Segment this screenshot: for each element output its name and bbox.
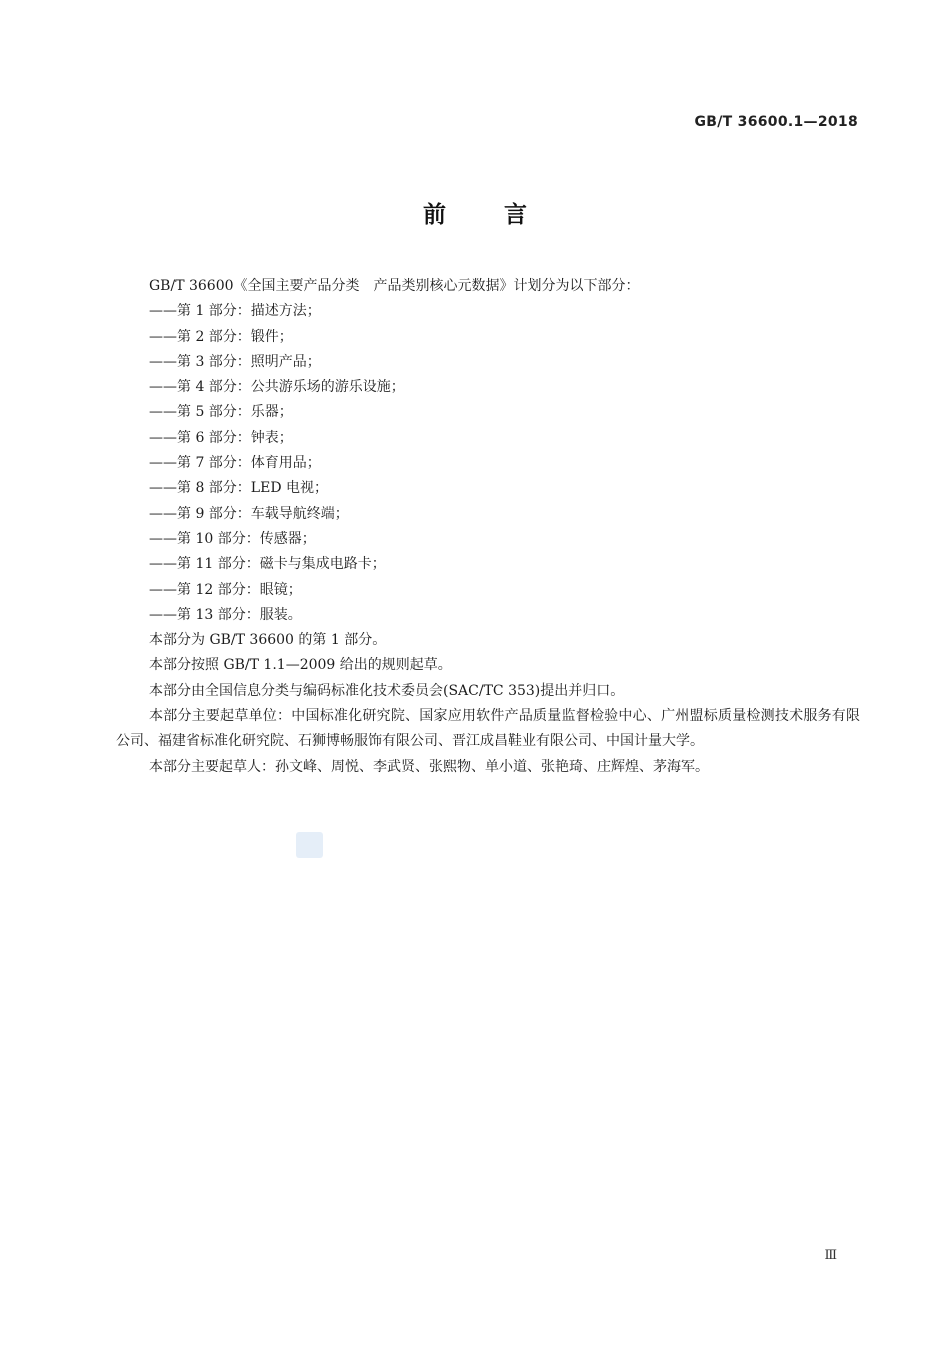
list-item: ——第 10 部分：传感器； bbox=[149, 530, 316, 547]
proposer-paragraph: 本部分由全国信息分类与编码标准化技术委员会(SAC/TC 353)提出并归口。 bbox=[149, 682, 625, 699]
list-item: ——第 4 部分：公共游乐场的游乐设施； bbox=[149, 379, 405, 396]
page-title: 前言 bbox=[423, 202, 585, 228]
list-item: ——第 7 部分：体育用品； bbox=[149, 455, 321, 472]
list-item: ——第 5 部分：乐器； bbox=[149, 404, 293, 421]
watermark-mark bbox=[296, 832, 323, 858]
part-statement-paragraph: 本部分为 GB/T 36600 的第 1 部分。 bbox=[149, 632, 387, 649]
page-number: Ⅲ bbox=[824, 1248, 837, 1263]
list-item: ——第 2 部分：锻件； bbox=[149, 328, 293, 345]
list-item: ——第 13 部分：服装。 bbox=[149, 606, 302, 623]
parts-list bbox=[116, 299, 860, 628]
drafting-rules-paragraph: 本部分按照 GB/T 1.1—2009 给出的规则起草。 bbox=[149, 657, 452, 674]
drafters-paragraph: 本部分主要起草人：孙文峰、周悦、李武贤、张熙物、单小道、张艳琦、庄辉煌、茅海军。 bbox=[149, 758, 709, 775]
standard-code-header: GB/T 36600.1—2018 bbox=[694, 114, 858, 130]
drafting-units-paragraph: 本部分主要起草单位：中国标准化研究院、国家应用软件产品质量监督检验中心、广州盟标质量检测技术服务有限公司、福建省标准化研究院、石狮博畅服饰有限公司、晋江成昌鞋业有限公司、中国计量大学。 bbox=[116, 708, 860, 750]
list-item: ——第 8 部分：LED 电视； bbox=[149, 480, 328, 497]
list-item: ——第 3 部分：照明产品； bbox=[149, 353, 321, 370]
list-item: ——第 12 部分：眼镜； bbox=[149, 581, 302, 598]
list-item: ——第 11 部分：磁卡与集成电路卡； bbox=[149, 556, 386, 573]
document-body bbox=[116, 274, 860, 780]
list-item: ——第 1 部分：描述方法； bbox=[149, 303, 321, 320]
intro-paragraph: GB/T 36600《全国主要产品分类 产品类别核心元数据》计划分为以下部分： bbox=[149, 278, 640, 294]
list-item: ——第 9 部分：车载导航终端； bbox=[149, 505, 349, 522]
list-item: ——第 6 部分：钟表； bbox=[149, 429, 293, 446]
